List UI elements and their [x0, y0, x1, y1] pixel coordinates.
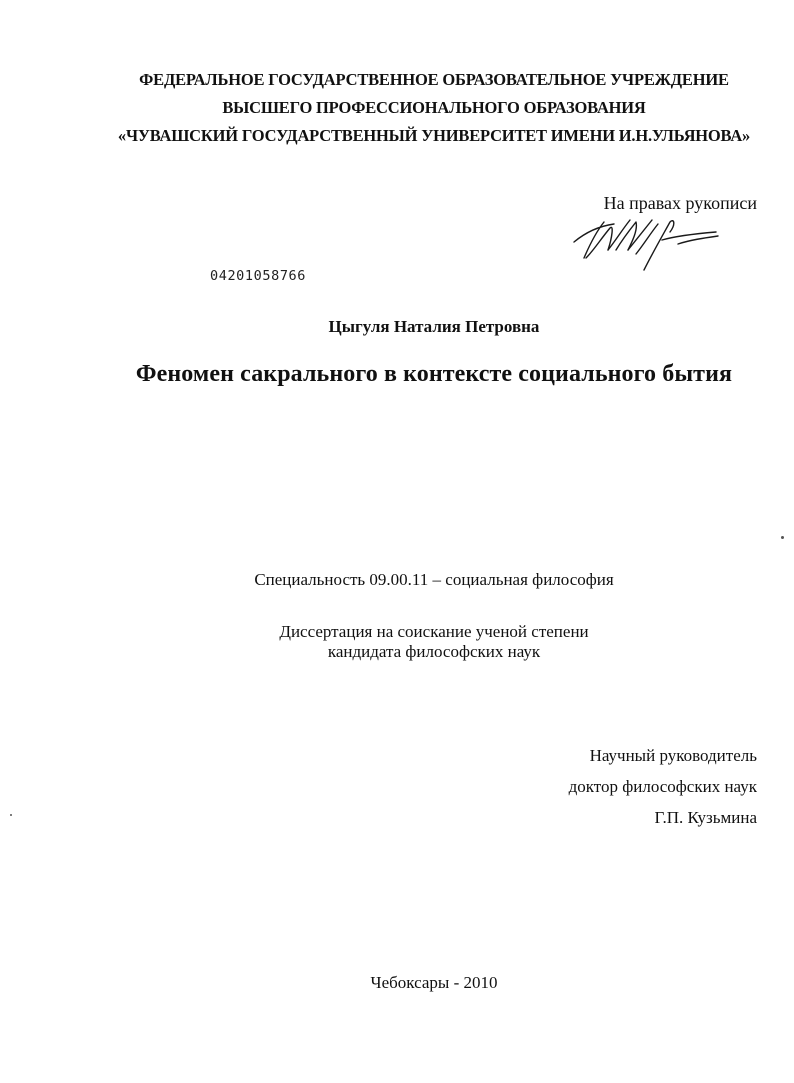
degree-line-2: кандидата философских наук: [327, 642, 541, 661]
city-year: Чебоксары - 2010: [370, 973, 498, 992]
supervisor-degree: доктор философских наук: [568, 777, 757, 796]
specialty: Специальность 09.00.11 – социальная философия: [254, 570, 614, 589]
institution-line-1: ФЕДЕРАЛЬНОЕ ГОСУДАРСТВЕННОЕ ОБРАЗОВАТЕЛЬНОЕ УЧРЕЖДЕНИЕ: [139, 70, 729, 89]
catalog-number: 04201058766: [210, 268, 307, 284]
scan-speck: [781, 536, 784, 539]
institution-line-3: «ЧУВАШСКИЙ ГОСУДАРСТВЕННЫЙ УНИВЕРСИТЕТ ИМЕНИ И.Н.УЛЬЯНОВА»: [117, 126, 751, 145]
degree-line-1: Диссертация на соискание ученой степени: [279, 622, 589, 641]
author-name: Цыгуля Наталия Петровна: [328, 317, 540, 336]
dissertation-title: Феномен сакрального в контексте социального бытия: [135, 361, 733, 387]
manuscript-note: На правах рукописи: [603, 193, 757, 213]
supervisor-name: Г.П. Кузьмина: [654, 808, 757, 827]
institution-line-2: ВЫСШЕГО ПРОФЕССИОНАЛЬНОГО ОБРАЗОВАНИЯ: [222, 98, 646, 117]
scan-speck: [10, 814, 12, 816]
supervisor-role: Научный руководитель: [589, 746, 757, 765]
signature: [566, 214, 726, 274]
